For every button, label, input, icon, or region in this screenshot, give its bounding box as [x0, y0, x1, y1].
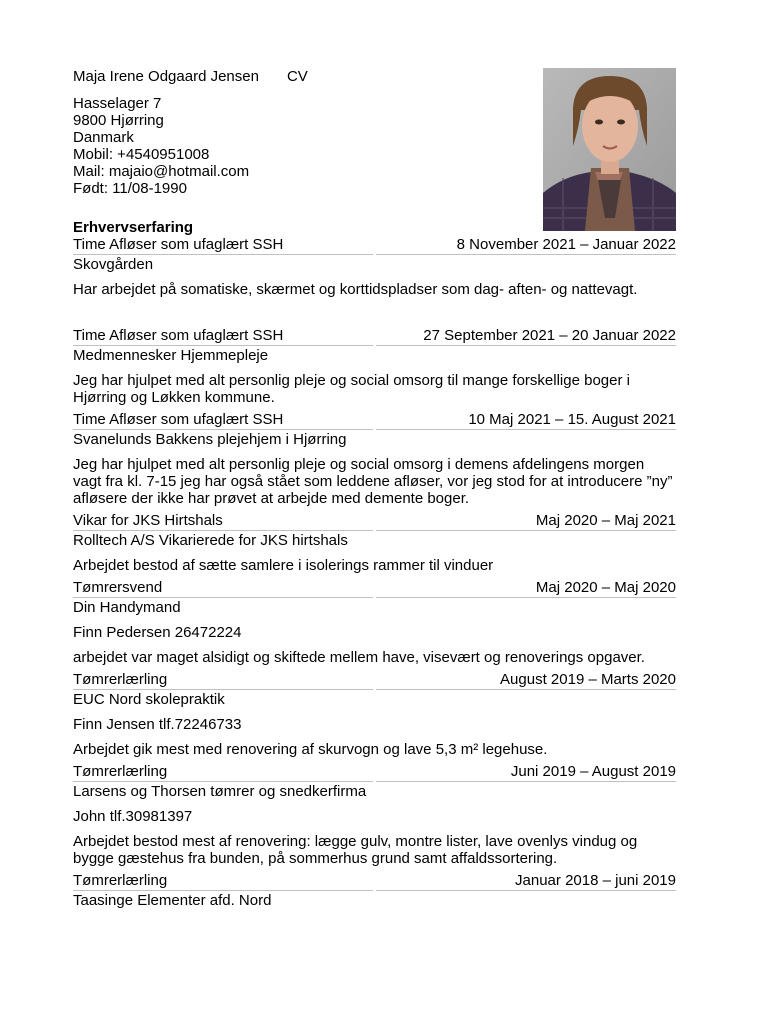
job-entry: [73, 236, 676, 298]
job-employer: Svanelunds Bakkens plejehjem i Hjørring: [73, 431, 347, 448]
job-dates: Maj 2020 – Maj 2021: [535, 512, 676, 529]
job-title: Tømrersvend: [73, 579, 163, 596]
street: Hasselager 7: [73, 95, 162, 112]
job-dates: 10 Maj 2021 – 15. August 2021: [468, 411, 676, 428]
country: Danmark: [73, 129, 134, 146]
job-employer: Din Handymand: [73, 599, 181, 616]
job-dates: Juni 2019 – August 2019: [510, 763, 676, 780]
job-employer: Rolltech A/S Vikarierede for JKS hirtshals: [73, 532, 348, 549]
job-description: Jeg har hjulpet med alt personlig pleje og social omsorg i demens afdelingens morgen vagt fra kl. 7-15 jeg har også stået som leddene afløser, vor jeg stod for at introducere ”ny” afløsere der ikke har prøvet at arbejde med demente boger.: [73, 456, 673, 507]
job-description: Finn Pedersen 26472224: [73, 624, 242, 641]
job-employer: Larsens og Thorsen tømrer og snedkerfirma: [73, 783, 367, 800]
job-list: [73, 236, 676, 909]
job-header: [73, 411, 676, 428]
email: Mail: majaio@hotmail.com: [73, 163, 250, 180]
job-header: [73, 327, 676, 344]
job-employer: Skovgården: [73, 256, 154, 273]
job-dates: Maj 2020 – Maj 2020: [535, 579, 676, 596]
job-entry: [73, 671, 676, 758]
job-header: [73, 872, 676, 889]
job-employer: Medmennesker Hjemmepleje: [73, 347, 269, 364]
job-header: [73, 671, 676, 688]
job-description: Arbejdet bestod mest af renovering: lægge gulv, montre lister, lave ovenlys vindug og bygge gæstehus fra bunden, på sommerhus grund samt affaldssortering.: [73, 833, 638, 867]
job-header: [73, 763, 676, 780]
birth-date: Født: 11/08-1990: [73, 180, 187, 197]
name-line: [73, 68, 676, 88]
job-description: John tlf.30981397: [73, 808, 193, 825]
job-dates: Januar 2018 – juni 2019: [515, 872, 676, 889]
job-entry: [73, 512, 676, 574]
job-divider: [73, 254, 676, 256]
job-header: [73, 236, 676, 253]
job-description: Har arbejdet på somatiske, skærmet og korttidspladser som dag- aften- og nattevagt.: [73, 281, 638, 298]
person-name: Maja Irene Odgaard Jensen: [73, 68, 259, 85]
job-title: Tømrerlærling: [73, 872, 168, 889]
cv-label: CV: [286, 68, 308, 85]
job-description: Arbejdet bestod af sætte samlere i isolerings rammer til vinduer: [73, 557, 494, 574]
job-employer: Taasinge Elementer afd. Nord: [73, 892, 272, 909]
job-dates: August 2019 – Marts 2020: [500, 671, 676, 688]
job-entry: [73, 411, 676, 507]
job-entry: [73, 872, 676, 909]
job-title: Time Afløser som ufaglært SSH: [73, 327, 284, 344]
mobile: Mobil: +4540951008: [73, 146, 210, 163]
section-title: Erhvervserfaring: [73, 219, 194, 236]
job-employer: EUC Nord skolepraktik: [73, 691, 225, 708]
job-entry: [73, 327, 676, 406]
job-header: [73, 579, 676, 596]
job-header: [73, 512, 676, 529]
contact-block: [73, 95, 676, 197]
job-description: arbejdet var maget alsidigt og skiftede mellem have, visevært og renoverings opgaver.: [73, 649, 645, 666]
job-description: Arbejdet gik mest med renovering af skurvogn og lave 5,3 m² legehuse.: [73, 741, 548, 758]
job-title: Tømrerlærling: [73, 671, 168, 688]
job-entry: [73, 763, 676, 867]
job-title: Time Afløser som ufaglært SSH: [73, 411, 284, 428]
job-description: Finn Jensen tlf.72246733: [73, 716, 242, 733]
city: 9800 Hjørring: [73, 112, 164, 129]
job-dates: 8 November 2021 – Januar 2022: [456, 236, 676, 253]
job-title: Tømrerlærling: [73, 763, 168, 780]
job-entry: [73, 579, 676, 666]
job-description: Jeg har hjulpet med alt personlig pleje og social omsorg til mange forskellige boger i Hjørring og Løkken kommune.: [73, 372, 630, 406]
job-title: Vikar for JKS Hirtshals: [73, 512, 223, 529]
job-dates: 27 September 2021 – 20 Januar 2022: [423, 327, 676, 344]
cv-document: [73, 68, 676, 909]
job-title: Time Afløser som ufaglært SSH: [73, 236, 284, 253]
